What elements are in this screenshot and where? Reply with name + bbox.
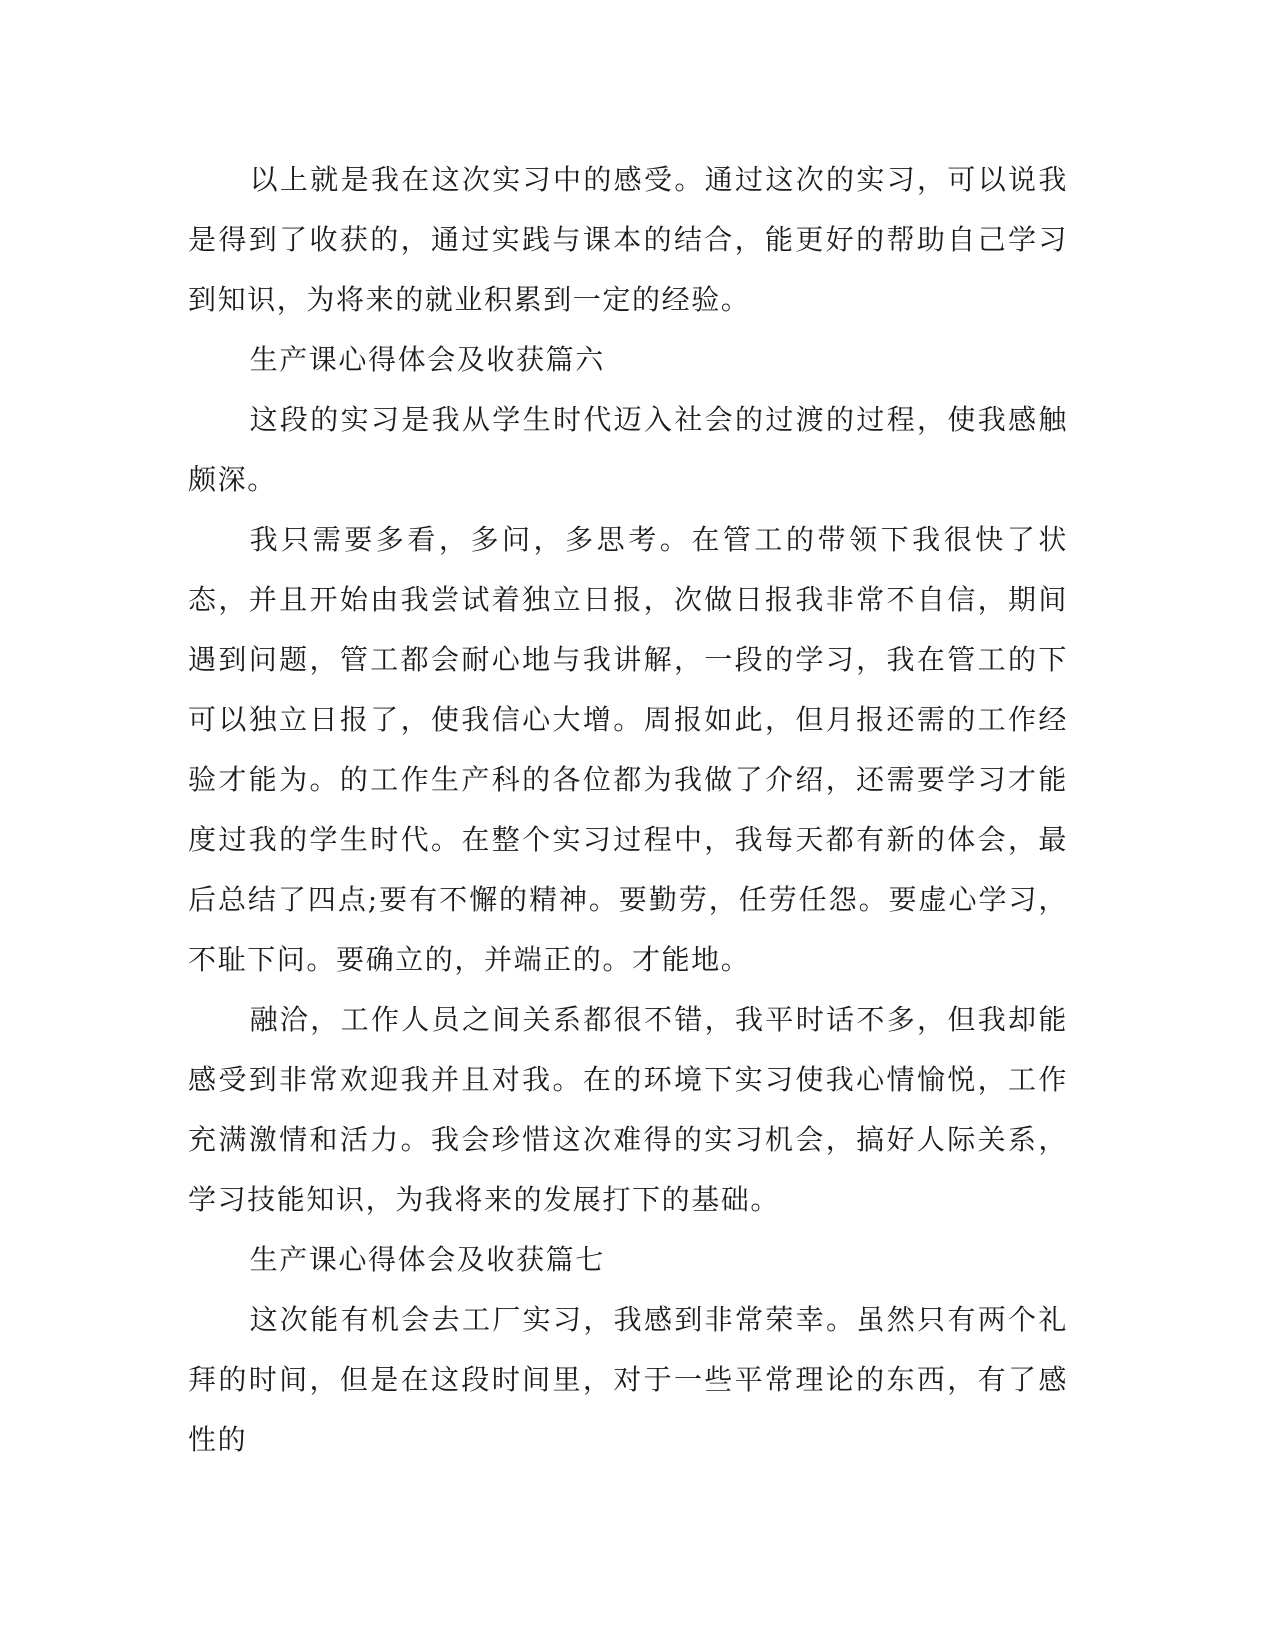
paragraph-conclusion: 以上就是我在这次实习中的感受。通过这次的实习，可以说我是得到了收获的，通过实践与课本的结合，能更好的帮助自己学习到知识，为将来的就业积累到一定的经验。 — [188, 163, 1068, 316]
document-page — [188, 150, 1068, 1480]
paragraph-environment: 融洽，工作人员之间关系都很不错，我平时话不多，但我却能感受到非常欢迎我并且对我。在的环境下实习使我心情愉悦，工作充满激情和活力。我会珍惜这次难得的实习机会，搞好人际关系，学习技能知识，为我将来的发展打下的基础。 — [188, 1003, 1068, 1216]
section-heading-six: 生产课心得体会及收获篇六 — [249, 343, 605, 376]
paragraph-factory-intro: 这次能有机会去工厂实习，我感到非常荣幸。虽然只有两个礼拜的时间，但是在这段时间里，对于一些平常理论的东西，有了感性的 — [188, 1303, 1068, 1456]
paragraph-transition: 这段的实习是我从学生时代迈入社会的过渡的过程，使我感触颇深。 — [188, 403, 1068, 496]
section-heading-seven: 生产课心得体会及收获篇七 — [249, 1243, 605, 1276]
paragraph-learning: 我只需要多看，多问，多思考。在管工的带领下我很快了状态，并且开始由我尝试着独立日报，次做日报我非常不自信，期间遇到问题，管工都会耐心地与我讲解，一段的学习，我在管工的下可以独立日报了，使我信心大增。周报如此，但月报还需的工作经验才能为。的工作生产科的各位都为我做了介绍，还需要学习才能度过我的学生时代。在整个实习过程中，我每天都有新的体会，最后总结了四点;要有不懈的精神。要勤劳，任劳任怨。要虚心学习，不耻下问。要确立的，并端正的。才能地。 — [188, 523, 1068, 976]
